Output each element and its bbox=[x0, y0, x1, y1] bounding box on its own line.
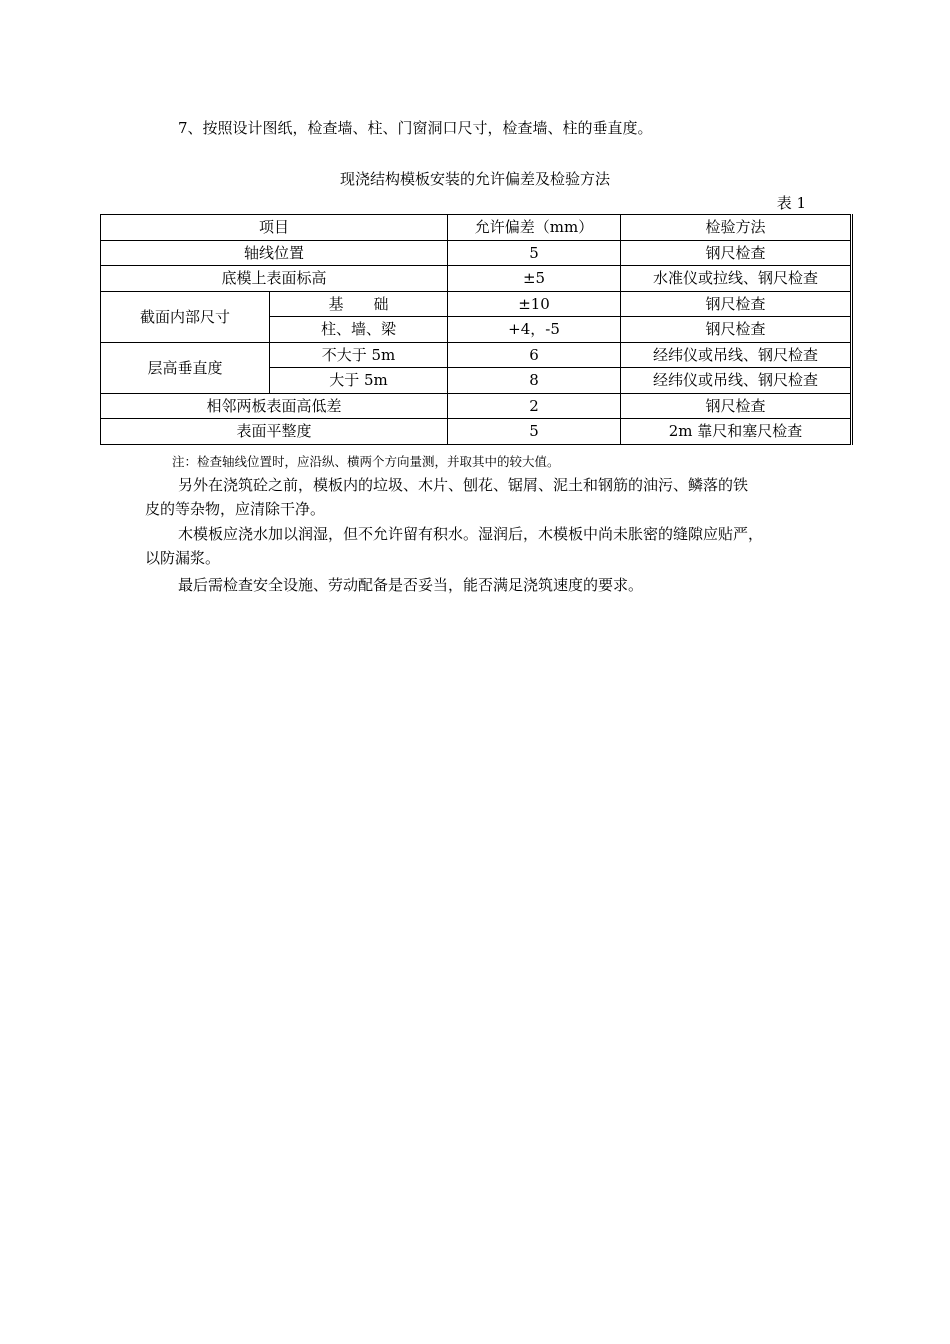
cell-tolerance: 5 bbox=[448, 419, 621, 445]
cell-tolerance: 6 bbox=[448, 342, 621, 368]
tolerance-table bbox=[100, 214, 853, 445]
cell-method: 钢尺检查 bbox=[621, 291, 852, 317]
table-row bbox=[101, 240, 852, 266]
paragraph-cleaning-line2: 皮的等杂物，应清除干净。 bbox=[145, 500, 326, 518]
paragraph-wetting-line1: 木模板应浇水加以润湿，但不允许留有积水。湿润后，木模板中尚未胀密的缝隙应贴严， bbox=[178, 525, 764, 543]
cell-method: 经纬仪或吊线、钢尺检查 bbox=[621, 342, 852, 368]
table-row bbox=[101, 291, 852, 317]
cell-tolerance: 2 bbox=[448, 393, 621, 419]
cell-method: 钢尺检查 bbox=[621, 393, 852, 419]
cell-method: 经纬仪或吊线、钢尺检查 bbox=[621, 368, 852, 394]
paragraph-wetting-line2: 以防漏浆。 bbox=[145, 549, 221, 567]
header-method: 检验方法 bbox=[621, 215, 852, 241]
cell-tolerance: 8 bbox=[448, 368, 621, 394]
cell-item: 相邻两板表面高低差 bbox=[101, 393, 448, 419]
table-row bbox=[101, 393, 852, 419]
paragraph-safety: 最后需检查安全设施、劳动配备是否妥当，能否满足浇筑速度的要求。 bbox=[178, 576, 644, 594]
table-row bbox=[101, 342, 852, 368]
cell-subitem: 不大于 5m bbox=[270, 342, 448, 368]
table-note: 注：检查轴线位置时，应沿纵、横两个方向量测，并取其中的较大值。 bbox=[172, 454, 560, 469]
cell-subitem: 基 础 bbox=[270, 291, 448, 317]
paragraph-cleaning-line1: 另外在浇筑砼之前，模板内的垃圾、木片、刨花、锯屑、泥土和钢筋的油污、鳞落的铁 bbox=[178, 476, 749, 494]
header-item: 项目 bbox=[101, 215, 448, 241]
cell-group: 截面内部尺寸 bbox=[101, 291, 270, 342]
cell-item: 轴线位置 bbox=[101, 240, 448, 266]
table-row bbox=[101, 266, 852, 292]
table-row bbox=[101, 419, 852, 445]
table-title: 现浇结构模板安装的允许偏差及检验方法 bbox=[339, 170, 610, 188]
paragraph-7: 7、按照设计图纸，检查墙、柱、门窗洞口尺寸，检查墙、柱的垂直度。 bbox=[178, 119, 653, 137]
header-tolerance: 允许偏差（mm） bbox=[448, 215, 621, 241]
cell-method: 钢尺检查 bbox=[621, 240, 852, 266]
cell-tolerance: +4，-5 bbox=[448, 317, 621, 343]
cell-subitem: 大于 5m bbox=[270, 368, 448, 394]
cell-method: 钢尺检查 bbox=[621, 317, 852, 343]
cell-tolerance: 5 bbox=[448, 240, 621, 266]
cell-tolerance: ±5 bbox=[448, 266, 621, 292]
cell-method: 水准仪或拉线、钢尺检查 bbox=[621, 266, 852, 292]
table-number: 表 1 bbox=[776, 194, 806, 212]
cell-item: 底模上表面标高 bbox=[101, 266, 448, 292]
cell-subitem: 柱、墙、梁 bbox=[270, 317, 448, 343]
table-header-row bbox=[101, 215, 852, 241]
cell-item: 表面平整度 bbox=[101, 419, 448, 445]
cell-group: 层高垂直度 bbox=[101, 342, 270, 393]
cell-method: 2m 靠尺和塞尺检查 bbox=[621, 419, 852, 445]
cell-tolerance: ±10 bbox=[448, 291, 621, 317]
